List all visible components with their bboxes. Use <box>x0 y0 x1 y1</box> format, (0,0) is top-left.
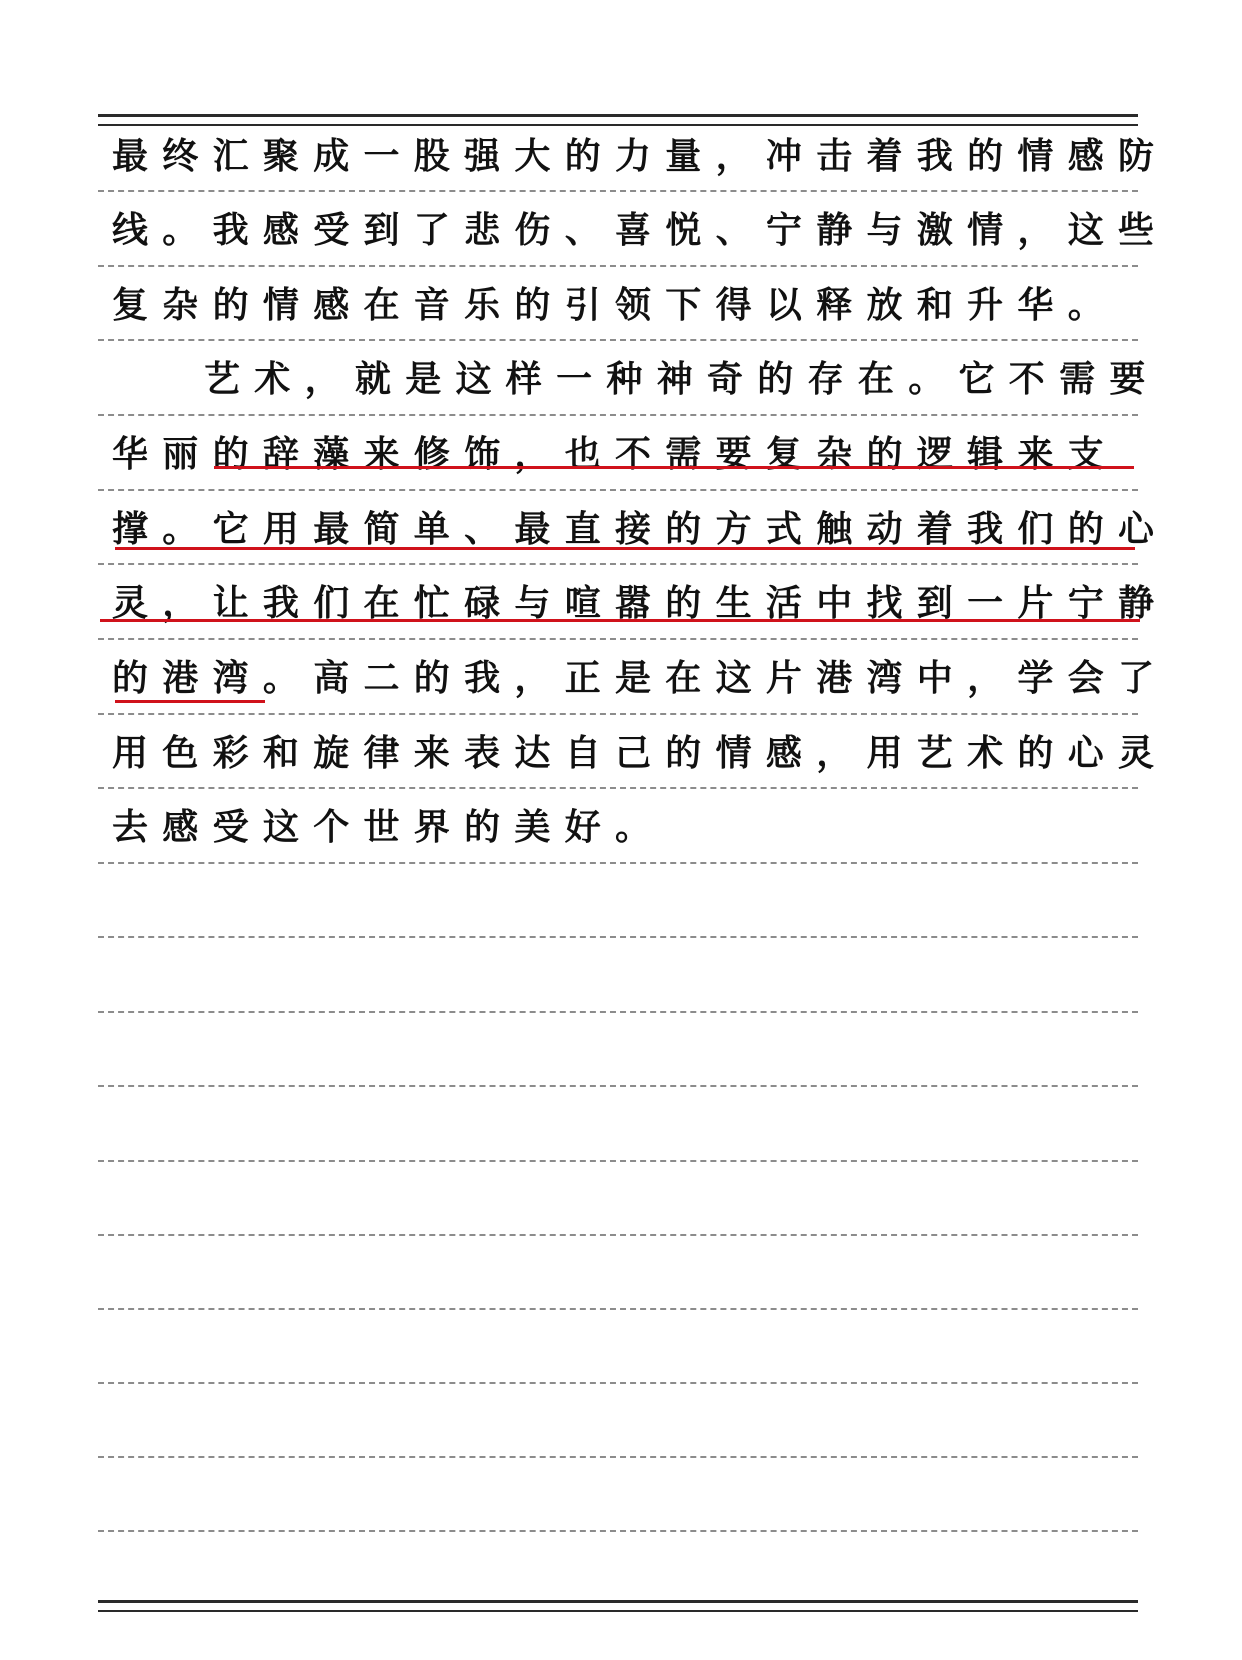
text-line-2 <box>112 192 1169 262</box>
line-text: 用色彩和旋律来表达自己的情感，用艺术的心灵 <box>112 732 1169 774</box>
line-text: 最终汇聚成一股强大的力量，冲击着我的情感防 <box>112 135 1169 177</box>
line-text: 去感受这个世界的美好。 <box>112 806 666 848</box>
text-line-9 <box>112 715 1169 785</box>
bottom-border-rule <box>98 1600 1138 1612</box>
red-underline <box>100 619 1140 622</box>
dashed-guide-line <box>98 862 1138 864</box>
red-underline <box>115 547 1135 550</box>
line-text: 复杂的情感在音乐的引领下得以释放和升华。 <box>112 284 1119 326</box>
dashed-guide-line <box>98 1011 1138 1013</box>
text-line-8 <box>112 640 1169 710</box>
red-underline <box>214 466 1134 469</box>
dashed-guide-line <box>98 1234 1138 1236</box>
dashed-guide-line <box>98 1308 1138 1310</box>
dashed-guide-line <box>98 1530 1138 1532</box>
dashed-guide-line <box>98 1160 1138 1162</box>
text-line-6 <box>112 491 1169 561</box>
text-line-5 <box>112 416 1142 486</box>
text-line-4 <box>112 341 1160 411</box>
line-text: 线。我感受到了悲伤、喜悦、宁静与激情，这些 <box>112 209 1169 251</box>
dashed-guide-line <box>98 936 1138 938</box>
text-line-10 <box>112 789 1142 859</box>
dashed-guide-line <box>98 1085 1138 1087</box>
dashed-guide-line <box>98 1382 1138 1384</box>
dashed-guide-line <box>98 1456 1138 1458</box>
text-line-1 <box>112 118 1169 188</box>
red-underline <box>115 700 265 703</box>
line-text: 华丽的辞藻来修饰，也不需要复杂的逻辑来支 <box>112 433 1119 475</box>
line-text: 的港湾。高二的我，正是在这片港湾中，学会了 <box>112 657 1169 699</box>
line-text: 灵，让我们在忙碌与喧嚣的生活中找到一片宁静 <box>112 582 1169 624</box>
line-text: 艺术，就是这样一种神奇的存在。它不需要 <box>204 358 1160 400</box>
text-line-7 <box>112 565 1169 635</box>
text-line-3 <box>112 267 1142 337</box>
line-text: 撑。它用最简单、最直接的方式触动着我们的心 <box>112 508 1169 550</box>
